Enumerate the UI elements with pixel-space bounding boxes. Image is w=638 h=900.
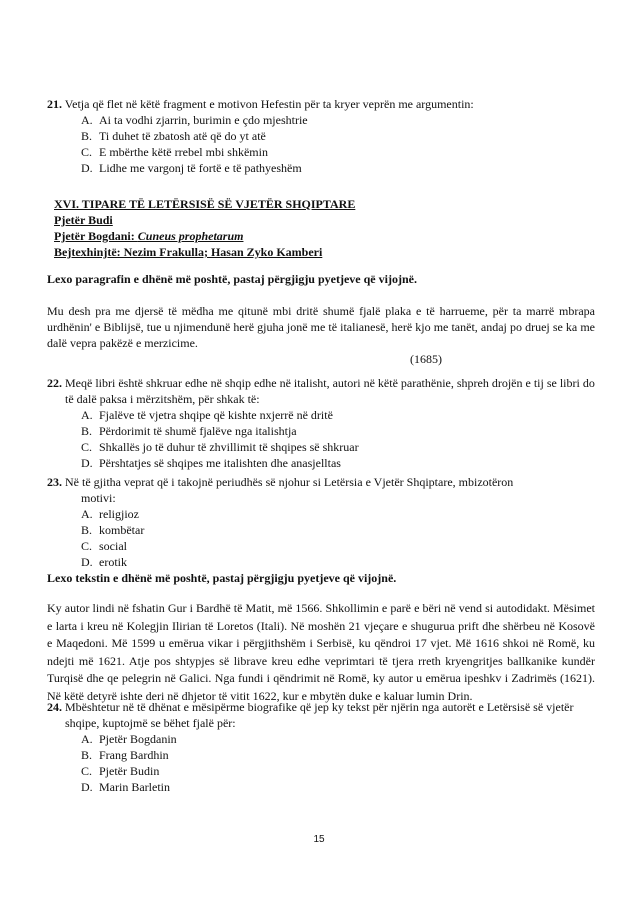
question-text: Në të gjitha veprat që i takojnë periudhës së njohur si Letërsia e Vjetër Shqiptare, mbizotëron — [65, 475, 514, 489]
answer-option — [47, 112, 595, 128]
option-letter: D. — [81, 555, 93, 569]
answer-option — [47, 779, 595, 795]
answer-option — [47, 407, 595, 423]
answer-option — [47, 731, 595, 747]
work-title: Cuneus prophetarum — [137, 229, 244, 243]
option-text: Përshtatjes së shqipes me italishten dhe anasjelltas — [99, 456, 341, 470]
question-24-stem — [47, 699, 595, 731]
option-letter: A. — [81, 732, 93, 746]
option-text: Ti duhet të zbatosh atë që do yt atë — [99, 129, 266, 143]
question-23-stem — [47, 474, 595, 490]
option-letter: C. — [81, 539, 93, 553]
section-heading: XVI. TIPARE TË LETËRSISË SË VJETËR SHQIPTARE — [54, 197, 356, 211]
option-text: social — [99, 539, 127, 553]
option-letter: A. — [81, 408, 93, 422]
option-letter: A. — [81, 113, 93, 127]
answer-option — [47, 423, 595, 439]
option-letter: B. — [81, 129, 93, 143]
option-text: Lidhe me vargonj të fortë e të pathyeshëm — [99, 161, 302, 175]
question-text: Meqë libri është shkruar edhe në shqip edhe në italisht, autori në këtë parathënie, shpreh drojën e tij se libri do të dalë paksa i mërzitshëm, për shkak të: — [65, 376, 595, 406]
answer-option — [47, 522, 595, 538]
option-list — [47, 112, 595, 176]
option-letter: C. — [81, 440, 93, 454]
question-23-stem-cont: motivi: — [81, 491, 116, 505]
option-letter: C. — [81, 145, 93, 159]
question-22 — [47, 375, 595, 471]
question-22-stem — [47, 375, 595, 407]
option-text: erotik — [99, 555, 127, 569]
author-name: Pjetër Bogdani: — [54, 229, 138, 243]
answer-option — [47, 554, 595, 570]
option-text: Ai ta vodhi zjarrin, burimin e çdo mjeshtrie — [99, 113, 308, 127]
option-list — [47, 407, 595, 471]
option-text: Frang Bardhin — [99, 748, 169, 762]
page-number: 15 — [313, 834, 325, 845]
question-number: 22. — [47, 376, 62, 390]
question-21 — [47, 96, 595, 176]
answer-option — [47, 538, 595, 554]
option-letter: D. — [81, 780, 93, 794]
answer-option — [47, 160, 595, 176]
option-text: kombëtar — [99, 523, 145, 537]
instruction-1: Lexo paragrafin e dhënë më poshtë, pastaj përgjigju pyetjeve që vijojnë. — [47, 272, 417, 286]
option-letter: B. — [81, 424, 93, 438]
option-list — [47, 731, 595, 795]
answer-option — [47, 747, 595, 763]
option-list — [47, 506, 595, 570]
answer-option — [47, 144, 595, 160]
question-number: 24. — [47, 700, 62, 714]
question-number: 23. — [47, 475, 62, 489]
section-author-bogdani — [54, 228, 355, 244]
section-bejtexhinj: Bejtexhinjtë: Nezim Frakulla; Hasan Zyko Kamberi — [54, 245, 323, 259]
instruction-2: Lexo tekstin e dhënë më poshtë, pastaj përgjigju pyetjeve që vijojnë. — [47, 571, 397, 585]
section-heading-block — [54, 196, 355, 260]
question-text: Mbështetur në të dhënat e mësipërme biografike që jep ky tekst për njërin nga autorët e Letërsisë së vjetër shqipe, kuptojmë se bëhet fjalë për: — [65, 700, 574, 730]
option-letter: D. — [81, 161, 93, 175]
answer-option — [47, 439, 595, 455]
answer-option — [47, 128, 595, 144]
option-letter: B. — [81, 523, 93, 537]
question-24 — [47, 699, 595, 795]
biography-paragraph: Ky autor lindi në fshatin Gur i Bardhë të Matit, më 1566. Shkollimin e parë e bëri në vend si autodidakt. Mësimet e larta i kreu në Kolegjin Ilirian të Loretos (Itali). Në moshën 21 vjeçare e shugurua prift dhe shërbeu në Kosovë e Maqedoni. Më 1599 u emërua vikar i përgjithshëm i Serbisë, ku qëndroi 17 vjet. Më 1616 shkoi në Romë, ku ndejti më 1621. Atje pos shtypjes së librave kreu edhe veprimtari të tjera rreth kryengritjes ballkanike kundër Turqisë dhe qe pelegrin në Galici. Nga fundi i qëndrimit në Romë, ky autor u emërua ipeshkv i Zadrimës (1621). Në këtë detyrë ishte deri në dhjetor të vitit 1622, kur e mbytën duke e kaluar lumin Drin. — [47, 601, 595, 703]
option-text: Fjalëve të vjetra shqipe që kishte nxjerrë në dritë — [99, 408, 333, 422]
option-text: Marin Barletin — [99, 780, 170, 794]
option-text: Pjetër Bogdanin — [99, 732, 177, 746]
question-number: 21. — [47, 97, 62, 111]
option-text: E mbërthe këtë rrebel mbi shkëmin — [99, 145, 268, 159]
option-text: Përdorimit të shumë fjalëve nga italishtja — [99, 424, 297, 438]
answer-option — [47, 506, 595, 522]
excerpt-year: (1685) — [410, 352, 442, 366]
option-text: religjioz — [99, 507, 139, 521]
option-text: Pjetër Budin — [99, 764, 160, 778]
option-letter: D. — [81, 456, 93, 470]
question-23 — [47, 474, 595, 570]
question-21-stem — [47, 96, 595, 112]
question-text: Vetja që flet në këtë fragment e motivon Hefestin për ta kryer veprën me argumentin: — [64, 97, 474, 111]
answer-option — [47, 455, 595, 471]
option-letter: B. — [81, 748, 93, 762]
section-author-budi: Pjetër Budi — [54, 213, 113, 227]
excerpt-paragraph: Mu desh pra me djersë të mëdha me qitunë mbi dritë shumë fjalë plaka e të harrueme, për ta marrë mbrapa urdhënin' e Biblijsë, tue u njimendunë herë gjuha jonë me të italianesë, herë kjo me tanët, andaj po druej se ka me dalë vepra pakëzë e merzicime. — [47, 304, 595, 350]
option-letter: A. — [81, 507, 93, 521]
option-letter: C. — [81, 764, 93, 778]
answer-option — [47, 763, 595, 779]
option-text: Shkallës jo të duhur të zhvillimit të shqipes së shkruar — [99, 440, 359, 454]
